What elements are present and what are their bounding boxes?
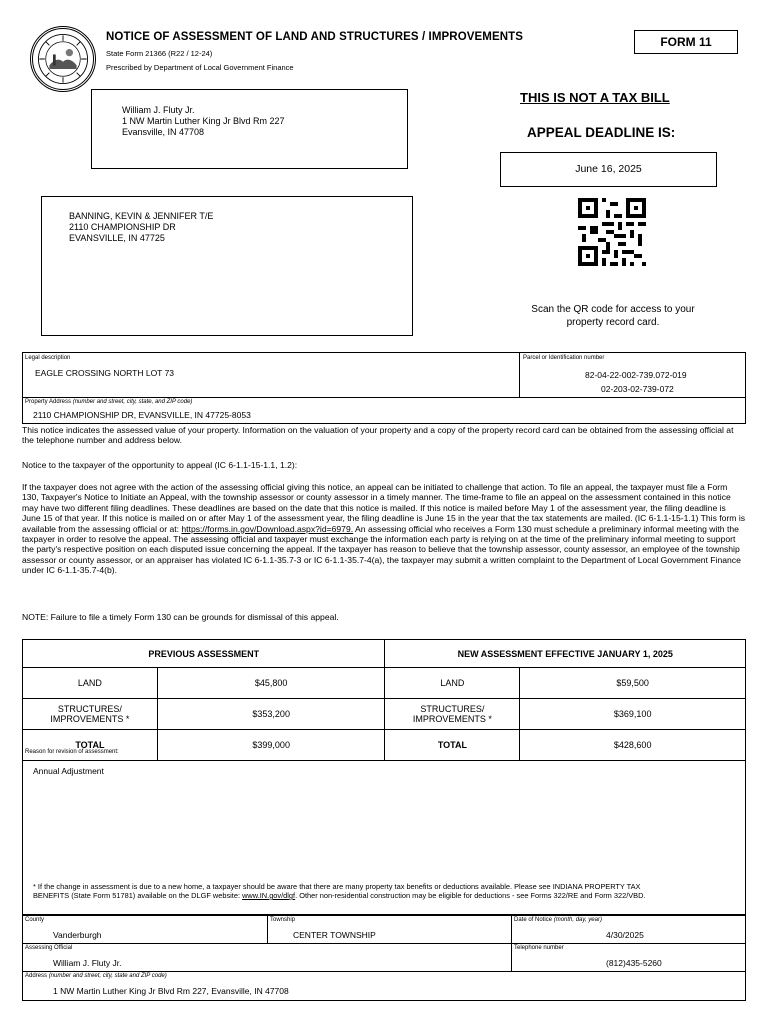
prev-total-value: $399,000 [157,730,385,761]
assessing-official-value: William J. Fluty Jr. [53,958,122,968]
prev-total-label: TOTAL [23,730,158,761]
form-130-link[interactable]: https://forms.in.gov/Download.aspx?id=6979. [181,523,354,534]
state-seal-icon [30,26,96,92]
parcel-number-primary: 82-04-22-002-739.072-019 [585,370,687,380]
form-number-box: FORM 11 [634,30,738,54]
county-label: County [25,917,45,923]
benefits-footnote [33,882,673,900]
revision-reason-section [22,748,746,915]
appeal-deadline-date: June 16, 2025 [500,152,717,187]
appeal-paragraph [22,482,746,576]
qr-code-icon[interactable] [578,198,646,266]
assessment-table [22,639,746,761]
official-address-value: 1 NW Martin Luther King Jr Blvd Rm 227, Evansville, IN 47708 [53,986,289,996]
new-land-label: LAND [385,668,520,699]
parcel-number-label: Parcel or Identification number [523,355,605,361]
recipient-street: 2110 CHAMPIONSHIP DR [69,222,176,232]
prev-land-label: LAND [23,668,158,699]
state-form-number: State Form 21366 (R22 / 12-24) [106,49,213,58]
new-assessment-header: NEW ASSESSMENT EFFECTIVE JANUARY 1, 2025 [385,640,746,668]
telephone-label: Telephone number [514,945,564,951]
township-value: CENTER TOWNSHIP [293,930,376,940]
intro-paragraph: This notice indicates the assessed value of your property. Information on the valuation of your property and a copy of the property record card can be obtained from the assessing official at the telephone number and address below. [22,425,734,446]
township-label: Township [270,917,296,923]
new-structures-label: STRUCTURES/ IMPROVEMENTS * [385,699,520,730]
date-of-notice-hint: (month, day, year) [553,917,602,923]
revision-reason-value: Annual Adjustment [33,766,104,776]
appeal-deadline-label: APPEAL DEADLINE IS: [527,125,676,140]
sender-address-box [91,89,408,169]
new-land-value: $59,500 [520,668,746,699]
qr-scan-instructions: Scan the QR code for access to your property record card. [531,304,695,328]
not-tax-bill-heading: THIS IS NOT A TAX BILL [520,90,670,105]
new-structures-value: $369,100 [520,699,746,730]
sender-name: William J. Fluty Jr. [122,105,195,115]
property-address-label: Property Address [25,399,72,405]
new-total-value: $428,600 [520,730,746,761]
form-title: NOTICE OF ASSESSMENT OF LAND AND STRUCTURES / IMPROVEMENTS [106,31,524,43]
recipient-city: EVANSVILLE, IN 47725 [69,233,165,243]
dismissal-note: NOTE: Failure to file a timely Form 130 can be grounds for dismissal of this appeal. [22,612,339,622]
appeal-text-part-1: If the taxpayer does not agree with the action of the assessing official giving this notice, an appeal can be initiated to challenge that action. To file an appeal, the taxpayer must file a Form 130, Taxpayer's Notice to Initiate an Appeal, with the township assessor or county assessor in a timely manner. The time-frame to file an appeal on the assessment contained in this notice may have two different filing deadlines. These deadlines are based on the date that this notice is mailed. If this notice is mailed before May 1 of the assessment year, the filing deadline is June 15 of that year. If this notice is mailed on or after May 1 of the assessment year, the filing deadline is June 15 in the year that the tax statements are mailed. (IC 6-1.1-15-1.1) This form is available from the assessing official or at: [22,482,746,534]
prev-structures-label: STRUCTURES/ IMPROVEMENTS * [23,699,158,730]
prescribed-by: Prescribed by Department of Local Government Finance [106,63,294,72]
parcel-number-secondary: 02-203-02-739-072 [601,384,674,394]
table-row [23,668,746,699]
official-address-label: Address [25,973,48,979]
appeal-opportunity-heading: Notice to the taxpayer of the opportunity to appeal (IC 6-1.1-15-1.1, 1.2): [22,460,298,470]
new-total-label: TOTAL [385,730,520,761]
official-info-section [22,915,746,1001]
sender-city: Evansville, IN 47708 [122,127,205,137]
footnote-text-part-2: . Other non-residential construction may be eligible for deductions - see Forms 322/RE and Form 322/VBD. [295,891,646,900]
property-address-value: 2110 CHAMPIONSHIP DR, EVANSVILLE, IN 47725-8053 [33,410,251,420]
sender-street: 1 NW Martin Luther King Jr Blvd Rm 227 [122,116,285,126]
prev-land-value: $45,800 [157,668,385,699]
property-info-section [22,352,746,424]
dlgf-website-link[interactable]: www.IN.gov/dlgf [242,891,296,900]
date-of-notice-label: Date of Notice [514,917,553,923]
assessing-official-label: Assessing Official [25,945,73,951]
official-address-hint: (number and street, city, state and ZIP code) [48,973,167,979]
table-row [23,699,746,730]
revision-reason-label: Reason for revision of assessment: [25,749,119,755]
prev-structures-value: $353,200 [157,699,385,730]
footnote-text-part-1: * If the change in assessment is due to a new home, a taxpayer should be aware that there are many property tax benefits or deductions available. Please see INDIANA PROPERTY TAX BENEFITS (State Form 51781) available on the DLGF website: [33,882,641,900]
county-value: Vanderburgh [53,930,102,940]
previous-assessment-header: PREVIOUS ASSESSMENT [23,640,385,668]
date-of-notice-value: 4/30/2025 [606,930,644,940]
legal-description-value: EAGLE CROSSING NORTH LOT 73 [35,368,175,378]
property-address-hint: (number and street, city, state, and ZIP code) [72,399,193,405]
recipient-name: BANNING, KEVIN & JENNIFER T/E [69,211,214,221]
telephone-value: (812)435-5260 [606,958,662,968]
legal-description-label: Legal description [25,355,71,361]
appeal-text-part-2: An assessing official who receives a Form 130 must schedule a preliminary informal meeting with the taxpayer in order to resolve the appeal. The assessing official and taxpayer must exchange the information each party is relying on at the time of the preliminary informal meeting to support the party's respective position on each disputed issue concerning the appeal. If the taxpayer has reason to believe that the township assessor, county assessor, an employee of the township assessor or county assessor, or an appraiser has violated IC 6-1.1-35.7-3 or IC 6-1.1-35.7-4(a), the taxpayer may submit a written complaint to the Department of Local Government Finance under IC 6-1.1-35.7-4(b). [22,523,741,576]
recipient-address-box [41,196,413,336]
